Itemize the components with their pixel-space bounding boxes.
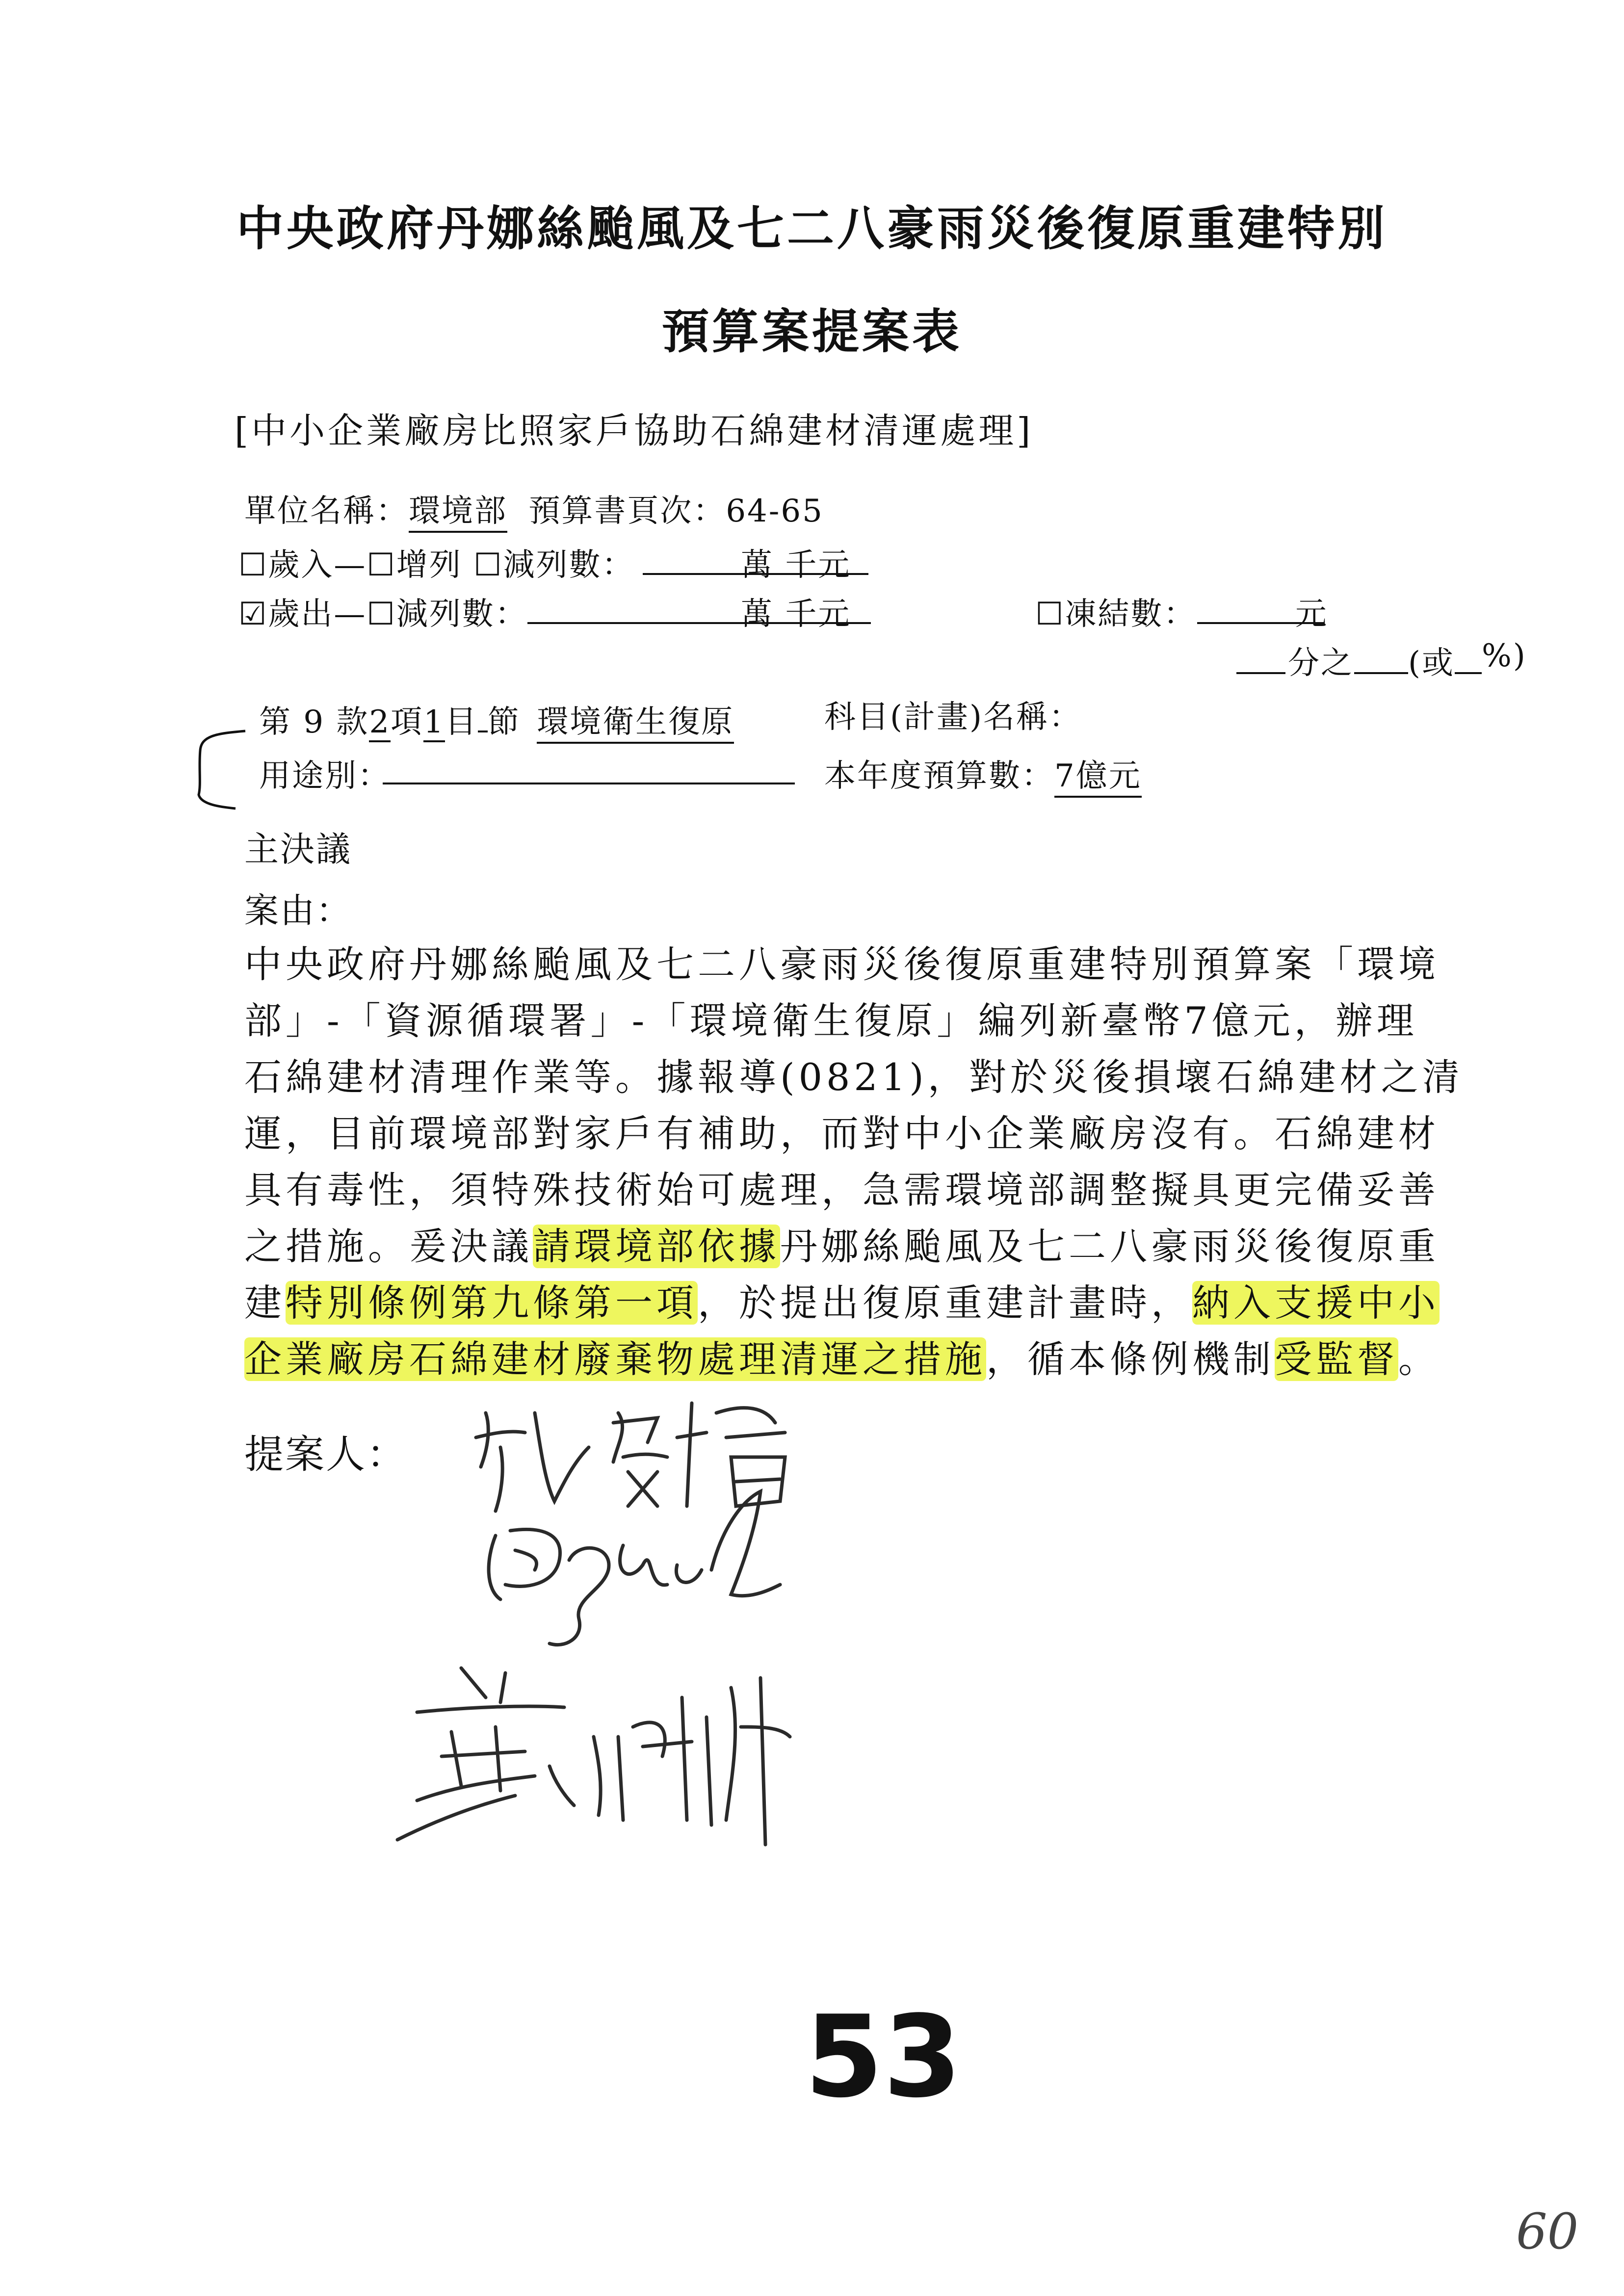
kuan-label: 款 [336,704,369,740]
page-number: 53 [805,1992,962,2123]
body-6a: 之措施。爰決議 [244,1225,533,1268]
body-line-6 [244,1217,1440,1270]
xiang-label: 項 [391,704,424,740]
mu-label: 目 [445,704,478,740]
signature-2 [466,1472,819,1668]
body-7a: 建 [244,1281,286,1325]
expense-line [238,589,528,634]
proposer-label: 提案人： [244,1432,407,1477]
fraction-blank-1 [1236,672,1285,674]
budget-line [824,751,1142,798]
highlight-request: 請環境部依據 [533,1225,780,1268]
unit-label: 單位名稱： [244,493,409,529]
revenue-line [238,540,634,585]
section-line [259,697,734,744]
percent-text: %) [1482,638,1527,674]
body-7c: ，於提出復原重建計畫時， [698,1281,1192,1325]
body-line-8 [244,1330,1440,1383]
freeze-label: ☐凍結數： [1035,596,1197,632]
freeze-unit: 元 [1295,596,1328,632]
reason-label: 案由： [244,890,352,931]
body-line-2: 部」-「資源循環署」-「環境衛生復原」編列新臺幣7億元，辦理 [244,999,1418,1043]
signature-3 [388,1658,829,1864]
revenue-units: 萬 千元 [741,547,851,583]
revenue-label: ☐歲入—☐增列 ☐減列數： [238,547,635,583]
page-ref: 預算書頁次：64-65 [528,493,824,529]
expense-units: 萬 千元 [741,596,851,632]
hand-bracket [186,721,255,819]
unit-value: 環境部 [409,486,507,533]
body-line-3: 石綿建材清理作業等。據報導(0821)，對於災後損壞石綿建材之清 [244,1055,1464,1099]
form-title-line2: 預算案提案表 [662,304,962,359]
item-label: 科目(計畫)名稱： [824,699,1082,735]
highlight-support: 納入支援中小 [1192,1281,1440,1325]
highlight-supervision: 受監督 [1275,1337,1398,1381]
usage-blank [383,783,795,784]
kuan-prefix: 第 [259,704,292,740]
subject-text: 中小企業廠房比照家戶協助石綿建材清運處理 [251,410,1017,451]
kuan-number: 9 [303,704,325,740]
mu-number: 1 [423,704,445,742]
or-text: (或 [1408,645,1455,681]
percent-blank [1455,672,1482,674]
budget-label: 本年度預算數： [824,758,1054,794]
body-line-7 [244,1273,1440,1327]
body-6c: 丹娜絲颱風及七二八豪雨災後復原重 [780,1225,1440,1268]
body-line-1: 中央政府丹娜絲颱風及七二八豪雨災後復原重建特別預算案「環境 [244,942,1440,986]
budget-value: 7億元 [1054,751,1142,798]
corner-number: 60 [1516,2203,1579,2260]
expense-label: ☑歲出—☐減列數： [238,596,528,632]
fraction-text: 分之 [1288,645,1354,681]
xiang-number: 2 [369,704,391,742]
unit-line [244,486,824,533]
body-line-5: 具有毒性，須特殊技術始可處理，急需環境部調整擬具更完備妥善 [244,1168,1440,1212]
form-title-line1: 中央政府丹娜絲颱風及七二八豪雨災後復原重建特別 [236,201,1388,256]
highlight-measures: 企業廠房石綿建材廢棄物處理清運之措施 [244,1337,986,1381]
fraction-blank-2 [1354,672,1408,674]
body-line-4: 運，目前環境部對家戶有補助，而對中小企業廠房沒有。石綿建材 [244,1112,1440,1155]
section-name: 環境衛生復原 [537,697,734,744]
body-8d: 。 [1398,1337,1440,1381]
body-8b: ，循本條例機制 [986,1337,1275,1381]
jie-label: 節 [487,704,521,740]
usage-label: 用途別： [259,758,391,794]
main-resolution: 主決議 [244,829,352,869]
proposal-subject: [中小企業廠房比照家戶協助石綿建材清運處理] [235,410,1034,451]
highlight-article: 特別條例第九條第一項 [286,1281,698,1325]
